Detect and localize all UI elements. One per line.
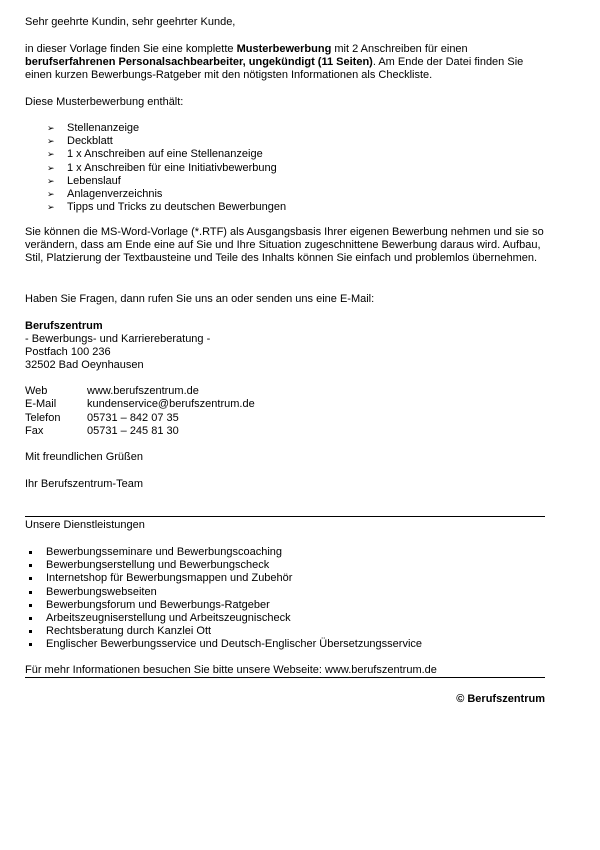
contact-label: Web: [25, 385, 48, 397]
list-item: Internetshop für Bewerbungsmappen und Zubehör: [25, 572, 545, 585]
list-item: Arbeitszeugniserstellung und Arbeitszeugnischeck: [25, 612, 545, 625]
list-item: ➢ 1 x Anschreiben auf eine Stellenanzeige: [47, 148, 263, 161]
services-list: [25, 546, 545, 652]
list-item: ➢ 1 x Anschreiben für eine Initiativbewerbung: [47, 161, 277, 174]
arrow-bullet-icon: ➢: [47, 149, 55, 160]
list-item: Bewerbungsforum und Bewerbungs-Ratgeber: [25, 599, 545, 612]
square-bullet-icon: [29, 604, 32, 607]
square-bullet-icon: [29, 577, 32, 580]
questions-line: Haben Sie Fragen, dann rufen Sie uns an oder senden uns eine E-Mail:: [25, 293, 375, 305]
intro-text-1: in dieser Vorlage finden Sie eine komplette: [25, 43, 237, 55]
list-item: ➢ Anlagenverzeichnis: [47, 187, 163, 200]
list-item: ➢ Lebenslauf: [47, 174, 121, 187]
list-item: ➢ Tipps und Tricks zu deutschen Bewerbungen: [47, 201, 287, 214]
intro-highlight-2: berufserfahrenen Personalsachbearbeiter, ungekündigt (11 Seiten): [25, 56, 373, 69]
company-city: 32502 Bad Oeynhausen: [25, 359, 144, 371]
fax-value: 05731 – 245 81 30: [87, 425, 179, 437]
list-item: Englischer Bewerbungsservice und Deutsch-Englischer Übersetzungsservice: [25, 638, 545, 651]
square-bullet-icon: [29, 617, 32, 620]
more-info-line: Für mehr Informationen besuchen Sie bitte unsere Webseite: www.berufszentrum.de: [25, 664, 437, 676]
square-bullet-icon: [29, 591, 32, 594]
arrow-bullet-icon: ➢: [47, 175, 55, 186]
intro-text-2: mit 2 Anschreiben für einen: [331, 43, 468, 55]
list-item: ➢ Stellenanzeige: [47, 122, 140, 134]
divider-top: [25, 516, 545, 517]
intro-text-3: . Am Ende der Datei finden Sie einen kurzen Bewerbungs-Ratgeber mit den nötigsten Informationen als Checkliste.: [25, 56, 524, 82]
arrow-bullet-icon: ➢: [47, 136, 55, 147]
contents-heading: Diese Musterbewerbung enthält:: [25, 96, 184, 108]
web-link[interactable]: www.berufszentrum.de: [87, 385, 199, 397]
contents-list: [25, 122, 545, 214]
contact-label: Telefon: [25, 412, 61, 424]
list-item: ➢ Deckblatt: [47, 135, 113, 148]
square-bullet-icon: [29, 564, 32, 567]
list-item: Bewerbungserstellung und Bewerbungscheck: [25, 559, 545, 572]
arrow-bullet-icon: ➢: [47, 188, 55, 199]
salutation: Sehr geehrte Kundin, sehr geehrter Kunde,: [25, 16, 236, 28]
square-bullet-icon: [29, 630, 32, 633]
company-tagline: - Bewerbungs- und Karriereberatung -: [25, 333, 211, 345]
square-bullet-icon: [29, 551, 32, 554]
arrow-bullet-icon: ➢: [47, 162, 55, 173]
closing: Mit freundlichen Grüßen: [25, 451, 143, 463]
intro-paragraph: [25, 43, 545, 83]
phone-value: 05731 – 842 07 35: [87, 412, 179, 424]
intro-highlight-1: Musterbewerbung: [236, 43, 332, 55]
list-item: Rechtsberatung durch Kanzlei Ott: [25, 625, 545, 638]
list-item: Bewerbungsseminare und Bewerbungscoaching: [25, 546, 545, 559]
arrow-bullet-icon: ➢: [47, 202, 55, 213]
copyright: © Berufszentrum: [456, 693, 545, 705]
contact-label: E-Mail: [25, 398, 57, 410]
divider-bottom: [25, 677, 545, 678]
arrow-bullet-icon: ➢: [47, 123, 55, 133]
company-name: Berufszentrum: [25, 320, 103, 332]
list-item: Bewerbungswebseiten: [25, 586, 545, 599]
signature: Ihr Berufszentrum-Team: [25, 478, 143, 490]
company-postbox: Postfach 100 236: [25, 346, 111, 358]
contact-label: Fax: [25, 425, 44, 437]
square-bullet-icon: [29, 643, 32, 646]
email-link[interactable]: kundenservice@berufszentrum.de: [87, 398, 255, 410]
usage-paragraph: Sie können die MS-Word-Vorlage (*.RTF) als Ausgangsbasis Ihrer eigenen Bewerbung nehmen und sie so verändern, dass am Ende eine auf Sie und Ihre Situation zugeschnittene Bewerbung daraus wird. Aufbau, Stil, Platzierung der Textbausteine und Teile des Inhalts können Sie einfach und problemlos übernehmen.: [25, 226, 544, 265]
services-heading: Unsere Dienstleistungen: [25, 519, 145, 531]
